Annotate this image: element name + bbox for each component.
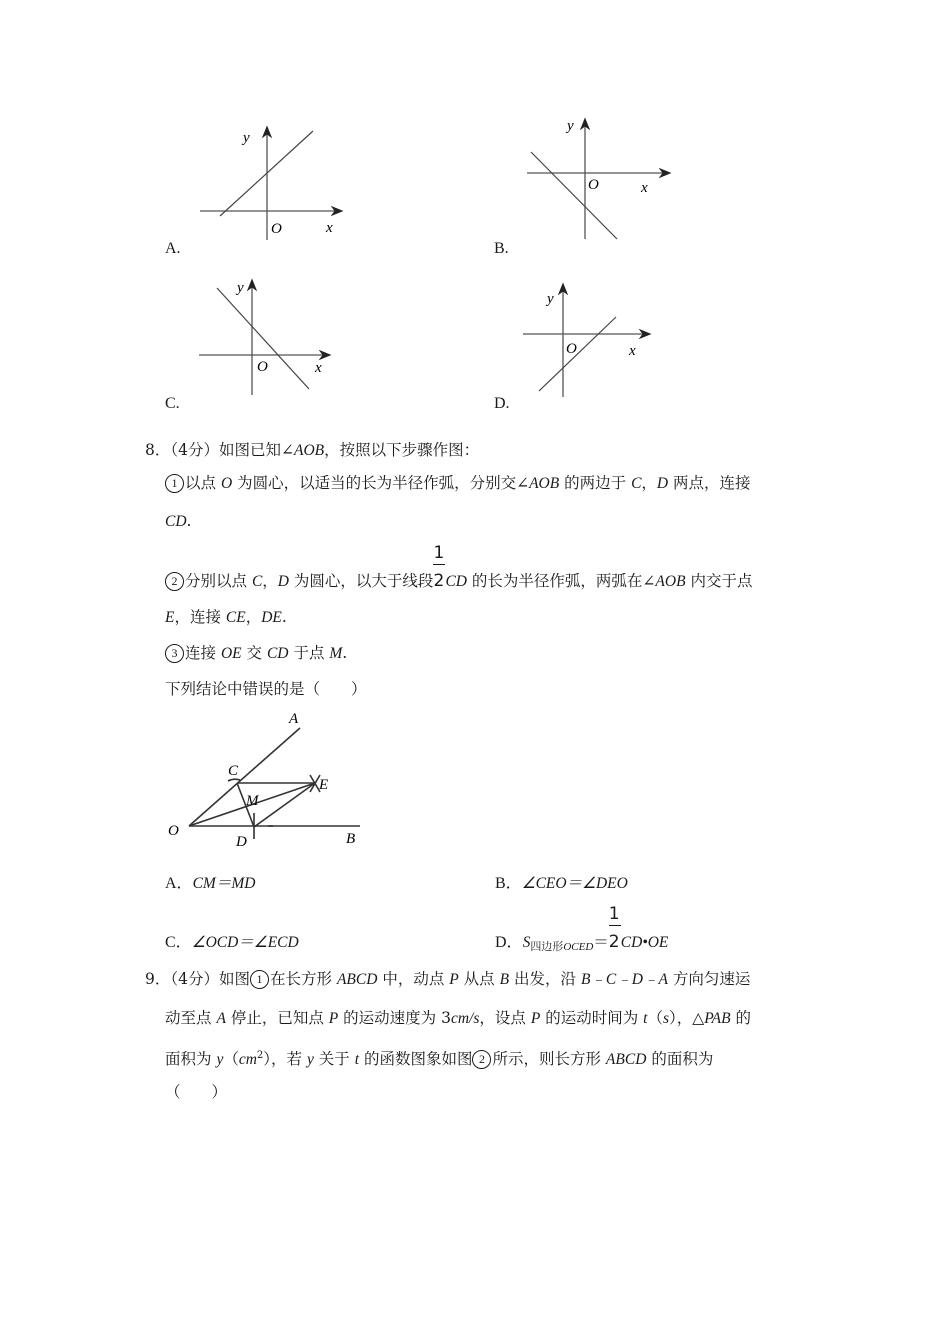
svg-text:y: y — [547, 291, 554, 307]
q8-step-2-cont: E，连接 CE，DE. — [165, 608, 287, 626]
option-label: A. — [165, 240, 181, 257]
svg-text:O: O — [588, 177, 599, 193]
svg-text:O: O — [566, 341, 577, 357]
svg-text:E: E — [319, 777, 329, 793]
option-label: D. — [494, 395, 510, 412]
fraction-one-half: $\frac{1}{2}$ — [433, 543, 445, 591]
q8-step-3: 3 连接 OE 交 CD 于点 M. — [165, 643, 347, 664]
option-label: C. — [165, 395, 180, 412]
q7-option-a — [165, 110, 365, 260]
svg-text:x: x — [641, 180, 648, 196]
q8-option-b[interactable]: B．∠CEO＝∠DEO — [495, 875, 628, 892]
q9-line-1: 9．（4分）如图 1 在长方形 ABCD 中，动点 P 从点 B 出发，沿 B﹣C﹣D﹣A 方向匀速运 — [145, 970, 751, 988]
svg-text:x: x — [315, 360, 322, 376]
q8-angle-construction-figure — [160, 705, 380, 855]
q7-option-d — [494, 275, 694, 420]
q8-step-1: 1 以点 O 为圆心，以适当的长为半径作弧，分别交∠AOB 的两边于 C，D 两点，连接 — [165, 473, 751, 494]
question-points: （4分） — [170, 970, 219, 988]
svg-text:x: x — [326, 220, 333, 236]
svg-text:M: M — [246, 793, 259, 809]
q8-stem: 8．（4分）如图已知∠AOB，按照以下步骤作图： — [145, 441, 480, 459]
svg-text:C: C — [228, 763, 239, 779]
question-number: 8． — [145, 441, 171, 459]
q7-graph-a — [195, 110, 355, 245]
option-label: B. — [494, 240, 509, 257]
q9-line-3: 面积为 $y(cm^2)$，若 y 关于 t 的函数图象如图 2 所示，则长方形 ABCD 的面积为 — [165, 1050, 714, 1068]
q8-option-a[interactable]: A．CM＝MD — [165, 875, 256, 892]
svg-text:O: O — [168, 823, 179, 839]
svg-text:x: x — [629, 343, 636, 359]
question-number: 9． — [145, 970, 171, 988]
svg-text:y: y — [237, 280, 244, 296]
question-points: （4分） — [170, 441, 219, 459]
q8-option-d[interactable]: D．$S_{四边形OCED}=$ $\frac{1}{2}CD•OE$ — [495, 904, 669, 953]
circled-number-1: 1 — [165, 474, 184, 493]
y-axis-label: y — [243, 130, 250, 146]
circled-number-3: 3 — [165, 644, 184, 663]
svg-text:B: B — [346, 831, 356, 847]
q7-option-c — [165, 275, 365, 420]
q8-option-c[interactable]: C．∠OCD＝∠ECD — [165, 934, 299, 951]
svg-text:O: O — [271, 221, 282, 237]
svg-text:A: A — [289, 711, 299, 727]
q9-line-2: 动至点 A 停止，已知点 P 的运动速度为 3cm/s，设点 P 的运动时间为 t（s），△PAB 的 — [165, 1009, 752, 1027]
circled-number-1: 1 — [250, 970, 269, 989]
q7-option-b — [494, 110, 694, 260]
svg-text:y: y — [567, 118, 574, 134]
circled-number-2: 2 — [165, 572, 184, 591]
circled-number-2: 2 — [472, 1050, 491, 1069]
q8-prompt: 下列结论中错误的是（ ） — [165, 680, 367, 698]
q8-step-1-cont: CD. — [165, 512, 192, 530]
q7-graph-c — [195, 275, 365, 400]
q8-step-2: 2 分别以点 C，D 为圆心，以大于线段 $\frac{1}{2}CD$ 的长为半径作弧，两弧在∠AOB 内交于点 — [165, 571, 752, 592]
svg-text:D: D — [236, 834, 247, 850]
q9-answer-blank: （ ） — [165, 1083, 228, 1101]
svg-text:O: O — [257, 359, 268, 375]
q7-graph-b — [519, 110, 689, 245]
q7-graph-d — [519, 275, 689, 400]
fraction-one-half: $\frac{1}{2}$ — [608, 904, 620, 952]
